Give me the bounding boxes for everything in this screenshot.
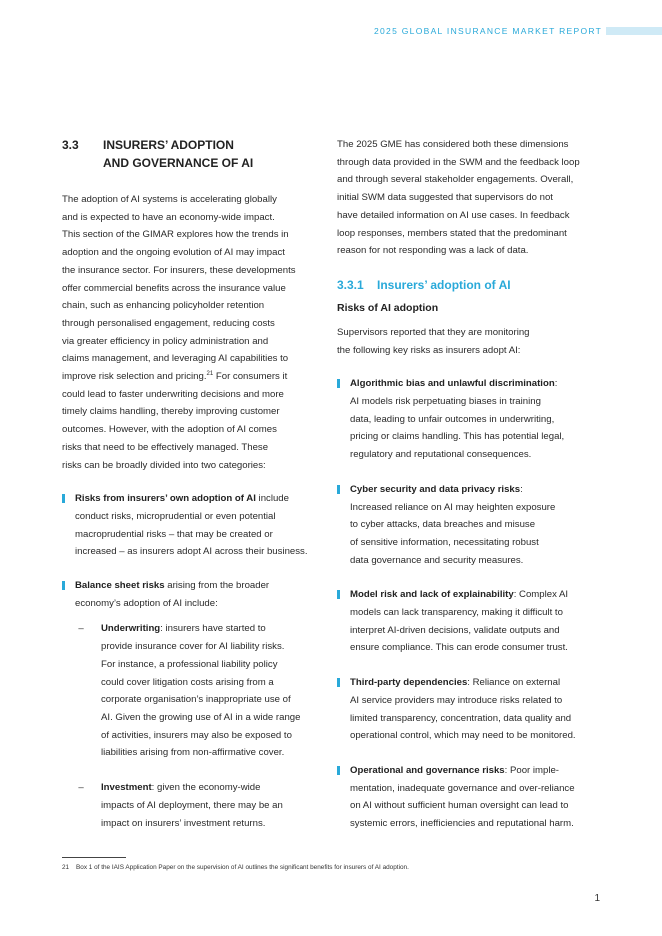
footnote-text: Box 1 of the IAIS Application Paper on the supervision of AI outlines the significant benefits for insurers of AI adoption.: [76, 864, 409, 871]
risks-intro: Supervisors reported that they are monitoring the following key risks as insurers adopt AI:: [337, 326, 530, 356]
section-title: INSURERS’ ADOPTION AND GOVERNANCE OF AI: [103, 138, 254, 170]
risk-item-algorithmic-bias: Algorithmic bias and unlawful discrimination: AI models risk perpetuating biases in training data, leading to unfair outcomes in underwriting, pricing or claims handling. This has potential legal, regulatory and reputational consequences.: [337, 375, 612, 464]
bullet-marker: [62, 581, 65, 590]
right-column: [337, 136, 612, 833]
dash-item-investment: – Investment: given the economy-wide impacts of AI deployment, there may be an impact on insurers’ investment returns.: [78, 782, 283, 829]
right-intro-paragraph: The 2025 GME has considered both these dimensions through data provided in the SWM and the feedback loop and through several stakeholder engagements. Overall, initial SWM data suggested that supervisors do not have detailed information on AI use cases. In feedback loop responses, members stated that the predominant reason for not responding was a lack of data.: [337, 139, 580, 257]
risk-item-model-risk: Model risk and lack of explainability: Complex AI models can lack transparency, making it difficult to interpret AI-driven decisions, validate outputs and ensure compliance. This can erode consumer trust.: [337, 586, 612, 657]
risk-item-operational: Operational and governance risks: Poor imple- mentation, inadequate governance and over-reliance on AI without sufficient human oversight can lead to systemic errors, inefficiencies and reputational harm.: [337, 762, 612, 833]
dash-item-underwriting: – Underwriting: insurers have started to provide insurance cover for AI liability risks. For instance, a professional liability policy could cover litigation costs arising from a corporate organisation’s inappropriate use of AI. Given the growing use of AI in a wide range of activities, insurers may also be exposed to liabilities arising from non-affirmative cover.: [78, 623, 301, 759]
intro-paragraph: The adoption of AI systems is accelerating globally and is expected to have an economy-wide impact. This section of the GIMAR explores how the trends in adoption and the ongoing evolution of AI may impact the insurance sector. For insurers, these developments offer commercial benefits across the insurance value chain, such as enhancing policyholder retention through personalised engagement, reducing costs via greater efficiency in policy administration and claims management, and leveraging AI capabilities to improve risk selection and pricing.$^{21}$ For consumers it could lead to faster underwriting decisions and more timely claims handling, thereby improving customer outcomes. However, with the adoption of AI comes risks that need to be effectively managed. These risks can be broadly divided into two categories:: [62, 194, 296, 471]
subsection-heading: 3.3.1 Insurers’ adoption of AI: [337, 277, 511, 292]
left-column: [62, 136, 332, 832]
footnote-ref[interactable]: 21: [206, 370, 214, 377]
bullet-marker: [337, 678, 340, 687]
bullet-balance-sheet-risks: Balance sheet risks arising from the broader economy’s adoption of AI include: – Underwriting: insurers have started to provide insurance cover for AI liability risks. For instance, a professional liability policy could cover litigation costs arising from a corporate organisation’s inappropriate use of AI. Given the growing use of AI in a wide range of activities, insurers may also be exposed to liabilities arising from non-affirmative cover. – Investment: given the economy-wide impacts of AI deployment, there may be an impact on insurers’ investment returns.: [62, 577, 332, 832]
footnote: [62, 864, 622, 871]
bullet-marker: [62, 494, 65, 503]
bullet-marker: [337, 766, 340, 775]
page-number: 1: [594, 893, 600, 904]
bullet-marker: [337, 379, 340, 388]
header-accent-bar: [606, 27, 662, 35]
risks-heading: Risks of AI adoption: [337, 301, 439, 314]
risk-item-cyber-security: Cyber security and data privacy risks: Increased reliance on AI may heighten exposure to cyber attacks, data breaches and misuse of sensitive information, necessitating robust data governance and security measures.: [337, 481, 612, 570]
section-heading: [62, 136, 332, 172]
bullet-own-adoption-risks: Risks from insurers’ own adoption of AI include conduct risks, microprudential or even potential macroprudential risks – that may be created or increased – as insurers adopt AI across their business.: [62, 490, 332, 561]
risk-item-third-party: Third-party dependencies: Reliance on external AI service providers may introduce risks related to limited transparency, concentration, data quality and operational control, which may need to be monitored.: [337, 674, 612, 745]
footnote-number: 21: [62, 864, 70, 871]
bullet-marker: [337, 485, 340, 494]
section-number: 3.3: [62, 138, 79, 152]
footnote-divider: [62, 857, 126, 858]
bullet-marker: [337, 590, 340, 599]
running-header: 2025 GLOBAL INSURANCE MARKET REPORT: [374, 26, 603, 36]
